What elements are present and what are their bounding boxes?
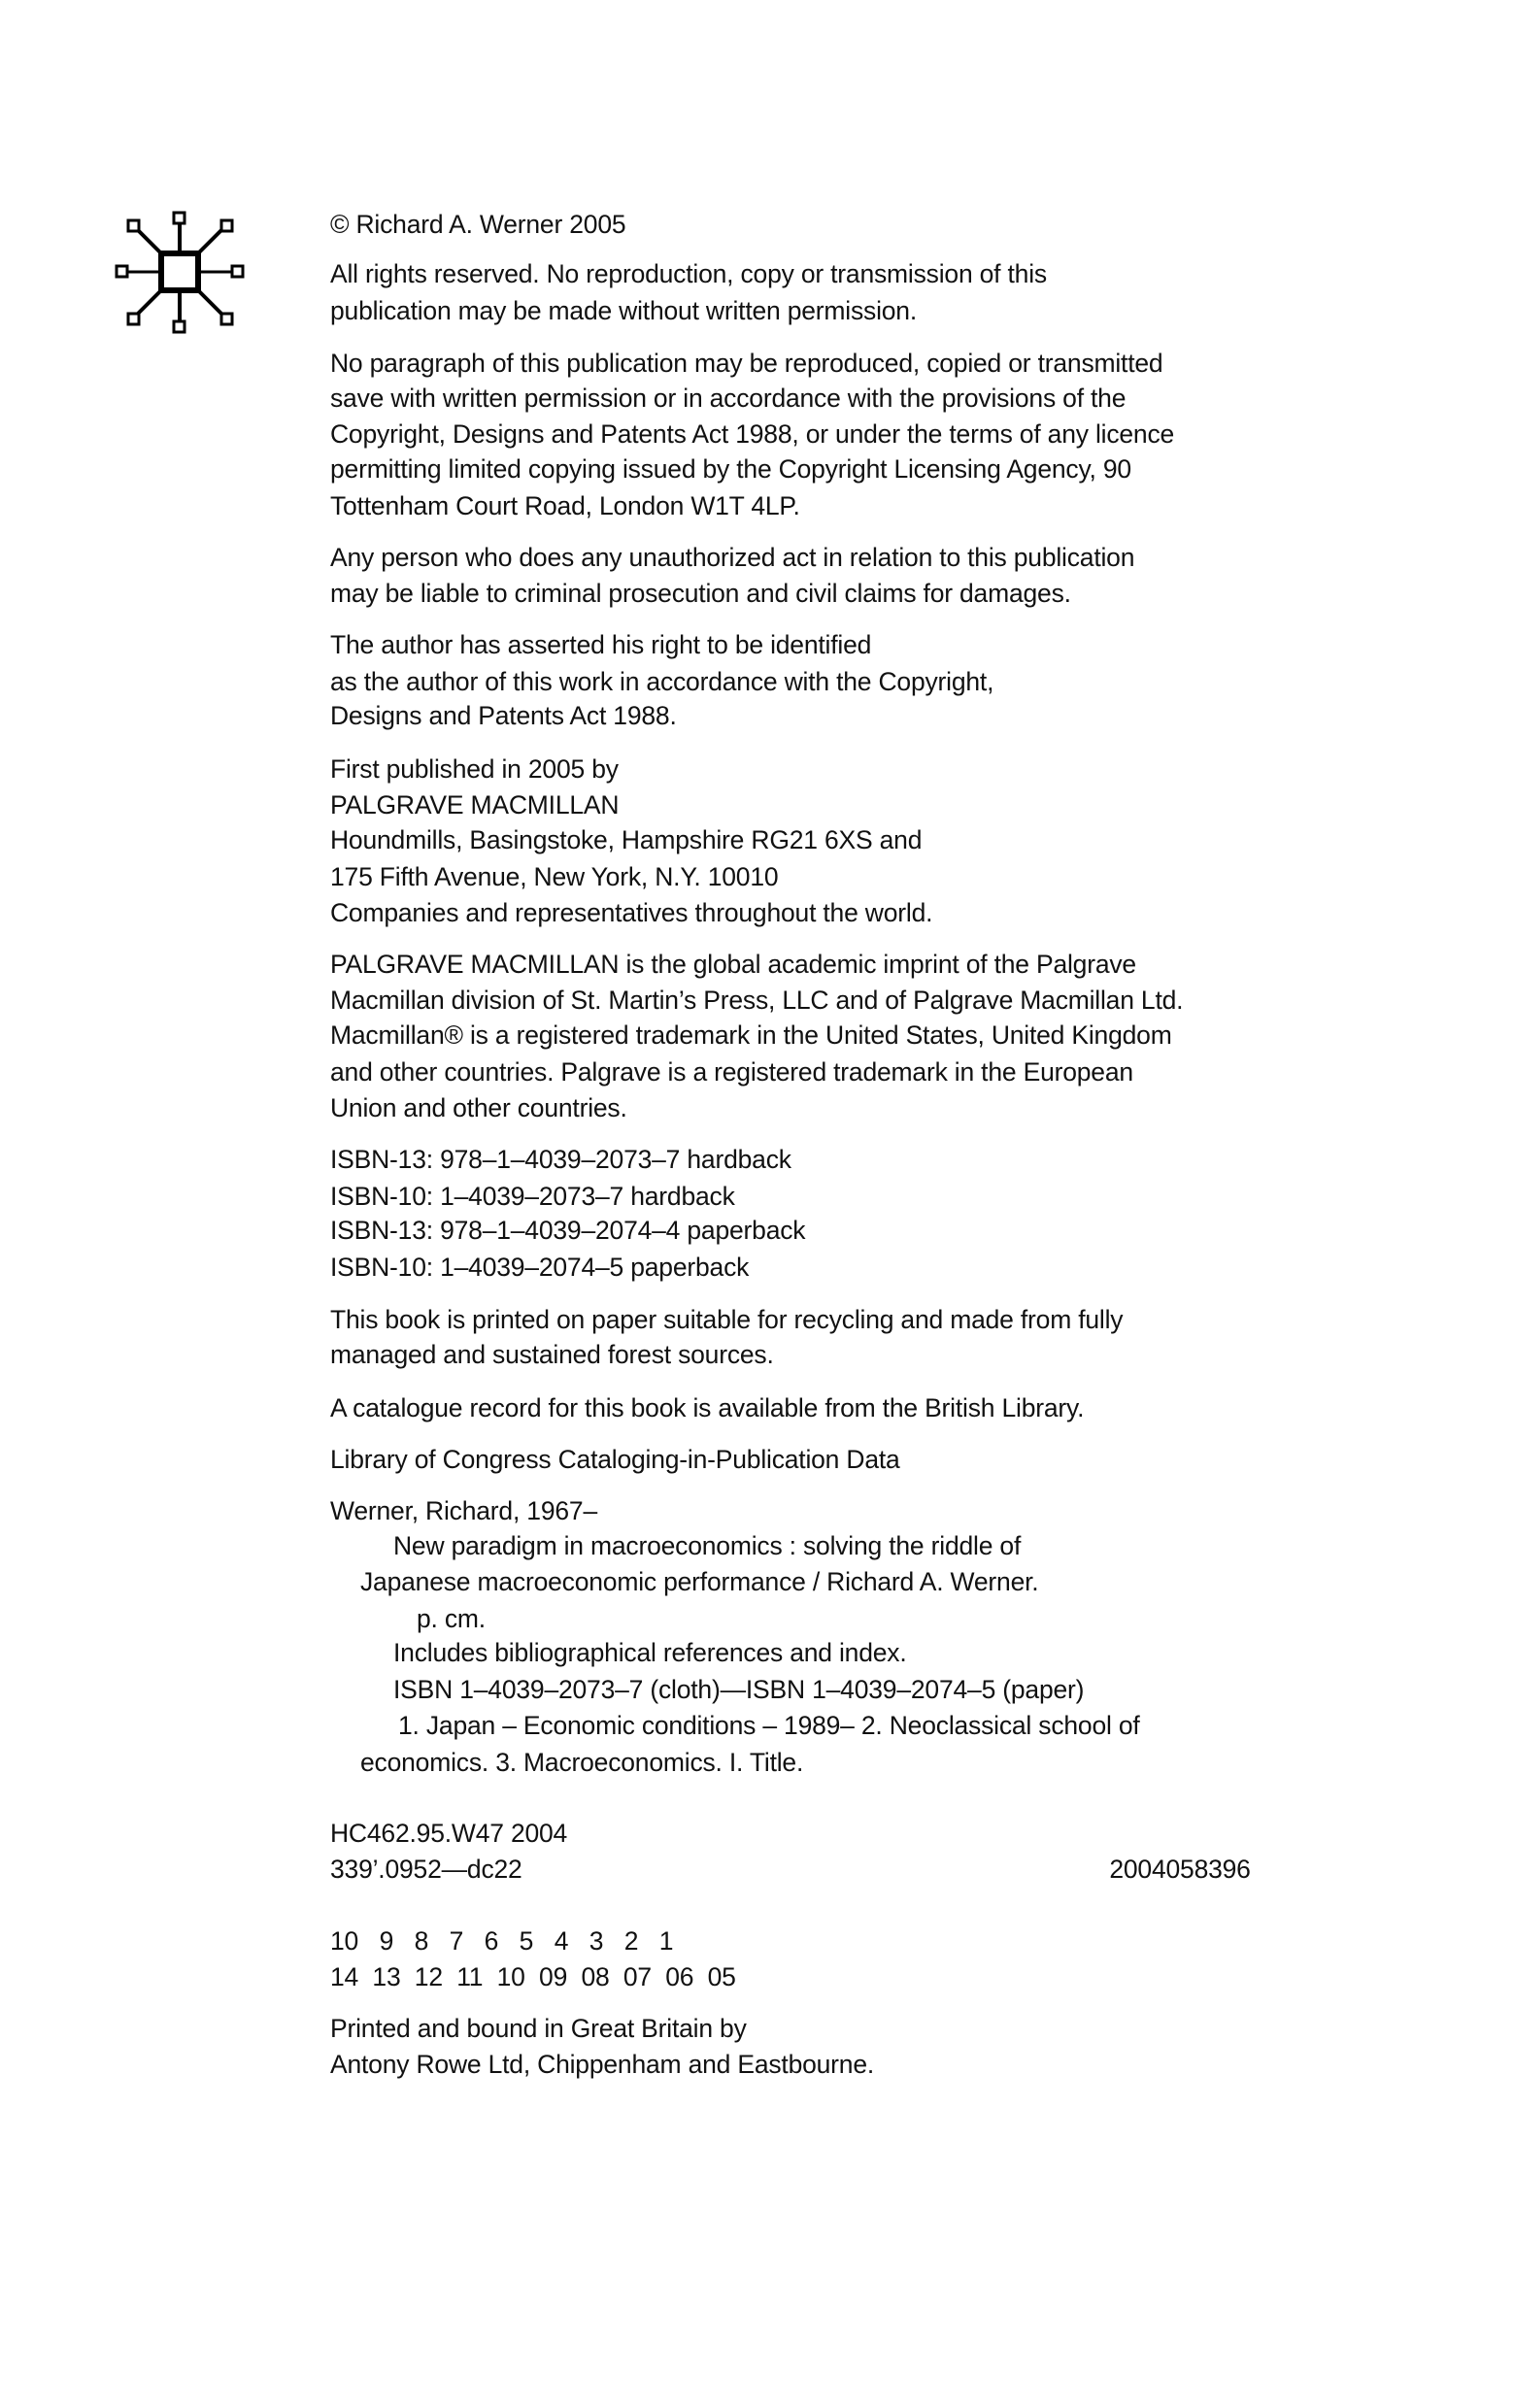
rights-reserved-line: All rights reserved. No reproduction, copy or transmission of this	[330, 259, 1047, 289]
cip-record-line: p. cm.	[417, 1603, 486, 1633]
paper-notice-line: managed and sustained forest sources.	[330, 1340, 774, 1370]
imprint-notice-line: Macmillan division of St. Martin’s Press, LLC and of Palgrave Macmillan Ltd.	[330, 986, 1184, 1016]
reproduction-notice-line: No paragraph of this publication may be reproduced, copied or transmitted	[330, 349, 1163, 379]
publisher-info-line: Companies and representatives throughout the world.	[330, 898, 933, 928]
imprint-notice-line: PALGRAVE MACMILLAN is the global academic imprint of the Palgrave	[330, 950, 1136, 980]
imprint-notice-line: Macmillan® is a registered trademark in the United States, United Kingdom	[330, 1020, 1172, 1051]
rights-reserved-line: publication may be made without written permission.	[330, 295, 918, 325]
cip-record-line: 1. Japan – Economic conditions – 1989– 2. Neoclassical school of	[398, 1711, 1140, 1741]
publisher-info-line: Houndmills, Basingstoke, Hampshire RG21 6XS and	[330, 825, 923, 855]
printer-line: Antony Rowe Ltd, Chippenham and Eastbourne.	[330, 2050, 875, 2080]
isbn-list-line: ISBN-10: 1–4039–2073–7 hardback	[330, 1181, 735, 1211]
british-library-line: A catalogue record for this book is available from the British Library.	[330, 1392, 1085, 1422]
reproduction-notice-line: Tottenham Court Road, London W1T 4LP.	[330, 490, 800, 520]
publisher-info-line: 175 Fifth Avenue, New York, N.Y. 10010	[330, 861, 779, 891]
cip-record-line: Japanese macroeconomic performance / Richard A. Werner.	[360, 1567, 1039, 1597]
lccn-number: 2004058396	[1109, 1855, 1251, 1885]
isbn-list-line: ISBN-10: 1–4039–2074–5 paperback	[330, 1252, 750, 1282]
reproduction-notice-line: Copyright, Designs and Patents Act 1988, or under the terms of any licence	[330, 419, 1175, 450]
publisher-info-line: First published in 2005 by	[330, 753, 619, 784]
liability-notice-line: may be liable to criminal prosecution and civil claims for damages.	[330, 579, 1071, 609]
imprint-notice-line: and other countries. Palgrave is a registered trademark in the European	[330, 1056, 1133, 1087]
paper-notice-line: This book is printed on paper suitable for recycling and made from fully	[330, 1305, 1124, 1335]
printer-line: Printed and bound in Great Britain by	[330, 2014, 747, 2044]
copyright-line: © Richard A. Werner 2005	[330, 209, 626, 239]
classification-line: 339’.0952—dc22	[330, 1855, 522, 1885]
cip-record-line: Werner, Richard, 1967–	[330, 1495, 597, 1525]
isbn-list-line: ISBN-13: 978–1–4039–2074–4 paperback	[330, 1216, 806, 1246]
isbn-list-line: ISBN-13: 978–1–4039–2073–7 hardback	[330, 1145, 791, 1175]
reproduction-notice-line: save with written permission or in accordance with the provisions of the	[330, 384, 1127, 414]
print-numbers-line: 10 9 8 7 6 5 4 3 2 1	[330, 1925, 674, 1956]
cip-record-line: ISBN 1–4039–2073–7 (cloth)—ISBN 1–4039–2074–5 (paper)	[393, 1674, 1085, 1704]
cip-record-line: Includes bibliographical references and index.	[393, 1638, 907, 1668]
cip-record-line: New paradigm in macroeconomics : solving the riddle of	[393, 1530, 1022, 1560]
liability-notice-line: Any person who does any unauthorized act in relation to this publication	[330, 542, 1135, 572]
reproduction-notice-line: permitting limited copying issued by the Copyright Licensing Agency, 90	[330, 454, 1131, 485]
network-node-icon	[107, 199, 252, 345]
author-rights-line: as the author of this work in accordance with the Copyright,	[330, 666, 994, 696]
loc-heading-line: Library of Congress Cataloging-in-Publication Data	[330, 1444, 900, 1474]
publisher-info-line: PALGRAVE MACMILLAN	[330, 790, 620, 820]
classification-line: HC462.95.W47 2004	[330, 1818, 568, 1848]
cip-record-line: economics. 3. Macroeconomics. I. Title.	[360, 1747, 804, 1777]
author-rights-line: Designs and Patents Act 1988.	[330, 701, 677, 731]
imprint-notice-line: Union and other countries.	[330, 1093, 627, 1123]
author-rights-line: The author has asserted his right to be identified	[330, 630, 872, 660]
print-numbers-line: 14 13 12 11 10 09 08 07 06 05	[330, 1962, 736, 1992]
